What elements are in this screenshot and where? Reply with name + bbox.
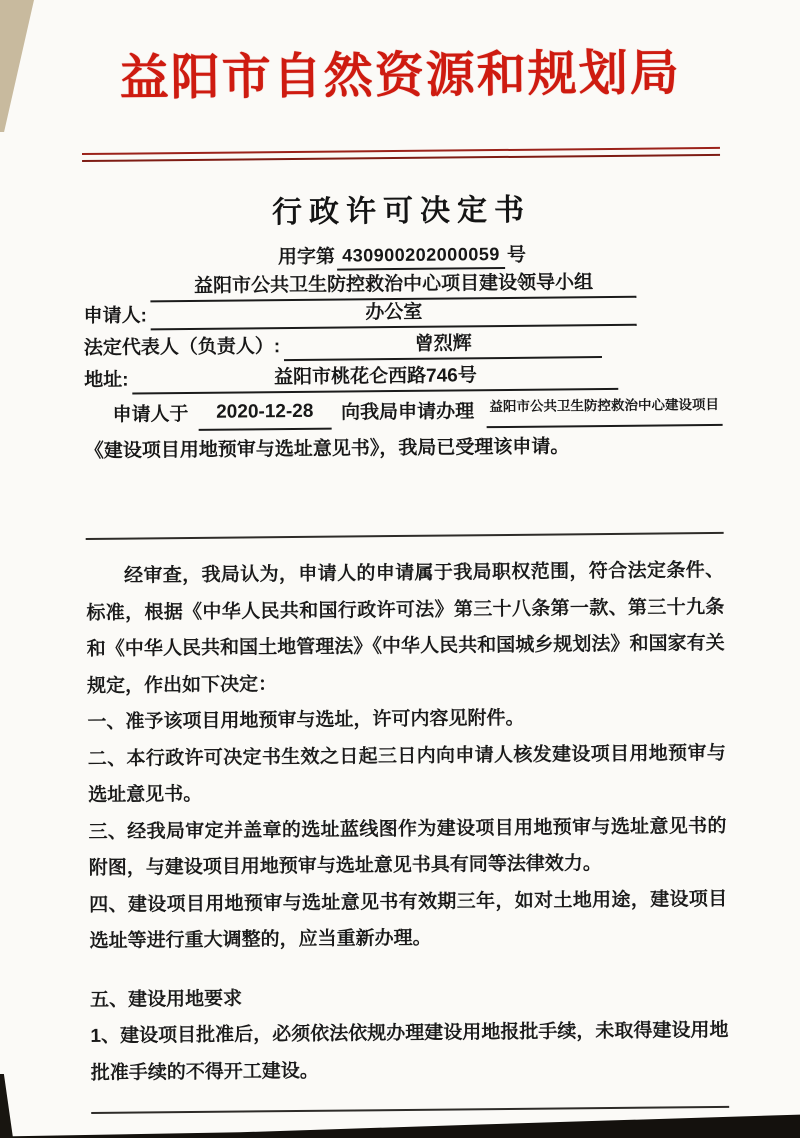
- docno-value: 430900202000059: [337, 244, 505, 271]
- section5-item-1: 1、建设项目批准后，必须依法依规办理建设用地报批手续，未取得建设用地批准手续的不得开工建设。: [90, 1020, 729, 1084]
- decision-item-2: 二、本行政许可决定书生效之日起三日内向申请人核发建设项目用地预审与选址意见书。: [87, 742, 726, 807]
- application-project-name: 益阳市公共卫生防控救治中心建设项目: [486, 391, 723, 428]
- legal-representative-row: [84, 327, 722, 363]
- applicant-value-line2: 办公室: [151, 298, 637, 331]
- decision-item-1: 一、准予该项目用地预审与选址，许可内容见附件。: [87, 708, 525, 734]
- header-separator-line: [86, 532, 724, 540]
- decision-item-3: 三、经我局审定并盖章的选址蓝线图作为建设项目用地预审与选址意见书的附图，与建设项目用地预审与选址意见书具有同等法律效力。: [88, 815, 727, 880]
- applicant-label: 申请人:: [83, 305, 147, 328]
- document-number-row: [83, 238, 721, 273]
- applicant-value-line1: 益阳市公共卫生防控救治中心项目建设领导小组: [150, 270, 636, 303]
- applicant-row: [83, 269, 722, 331]
- legal-representative-name: 曾烈辉: [284, 330, 602, 361]
- application-prefix: 申请人于: [112, 404, 189, 427]
- review-paragraph: 经审查，我局认为，申请人的申请属于我局职权范围，符合法定条件、标准，根据《中华人民共和国行政许可法》第三十八条第一款、第三十九条和《中华人民共和国土地管理法》《中华人民共和国城乡规划法》和国家有关规定，作出如下决定：: [86, 560, 725, 697]
- address-row: [84, 359, 722, 395]
- legal-representative-label: 法定代表人（负责人）:: [83, 336, 281, 360]
- bureau-header: 益阳市自然资源和规划局: [119, 46, 682, 106]
- address-value: [132, 362, 618, 395]
- decision-item-4: 四、建设项目用地预审与选址意见书有效期三年，如对土地用途，建设项目选址等进行重大调整的，应当重新办理。: [89, 888, 728, 953]
- footer-separator-line: [91, 1106, 729, 1114]
- legal-representative-value: [284, 330, 602, 361]
- document-title: 行政许可决定书: [271, 194, 532, 230]
- address-text: 益阳市桃花仑西路746号: [132, 362, 618, 395]
- application-middle: 向我局申请办理: [341, 401, 475, 424]
- docno-suffix: 号: [506, 245, 527, 267]
- docno-prefix: 用字第: [277, 246, 336, 269]
- section5-title: 五、建设用地要求: [90, 988, 243, 1011]
- application-sentence-row: [84, 391, 722, 432]
- acceptance-sentence: 《建设项目用地预审与选址意见书》，我局已受理该申请。: [84, 436, 570, 463]
- application-date: 2020-12-28: [198, 398, 331, 431]
- applicant-value: [150, 270, 637, 331]
- red-double-divider: [82, 147, 720, 162]
- address-label: 地址:: [84, 369, 129, 392]
